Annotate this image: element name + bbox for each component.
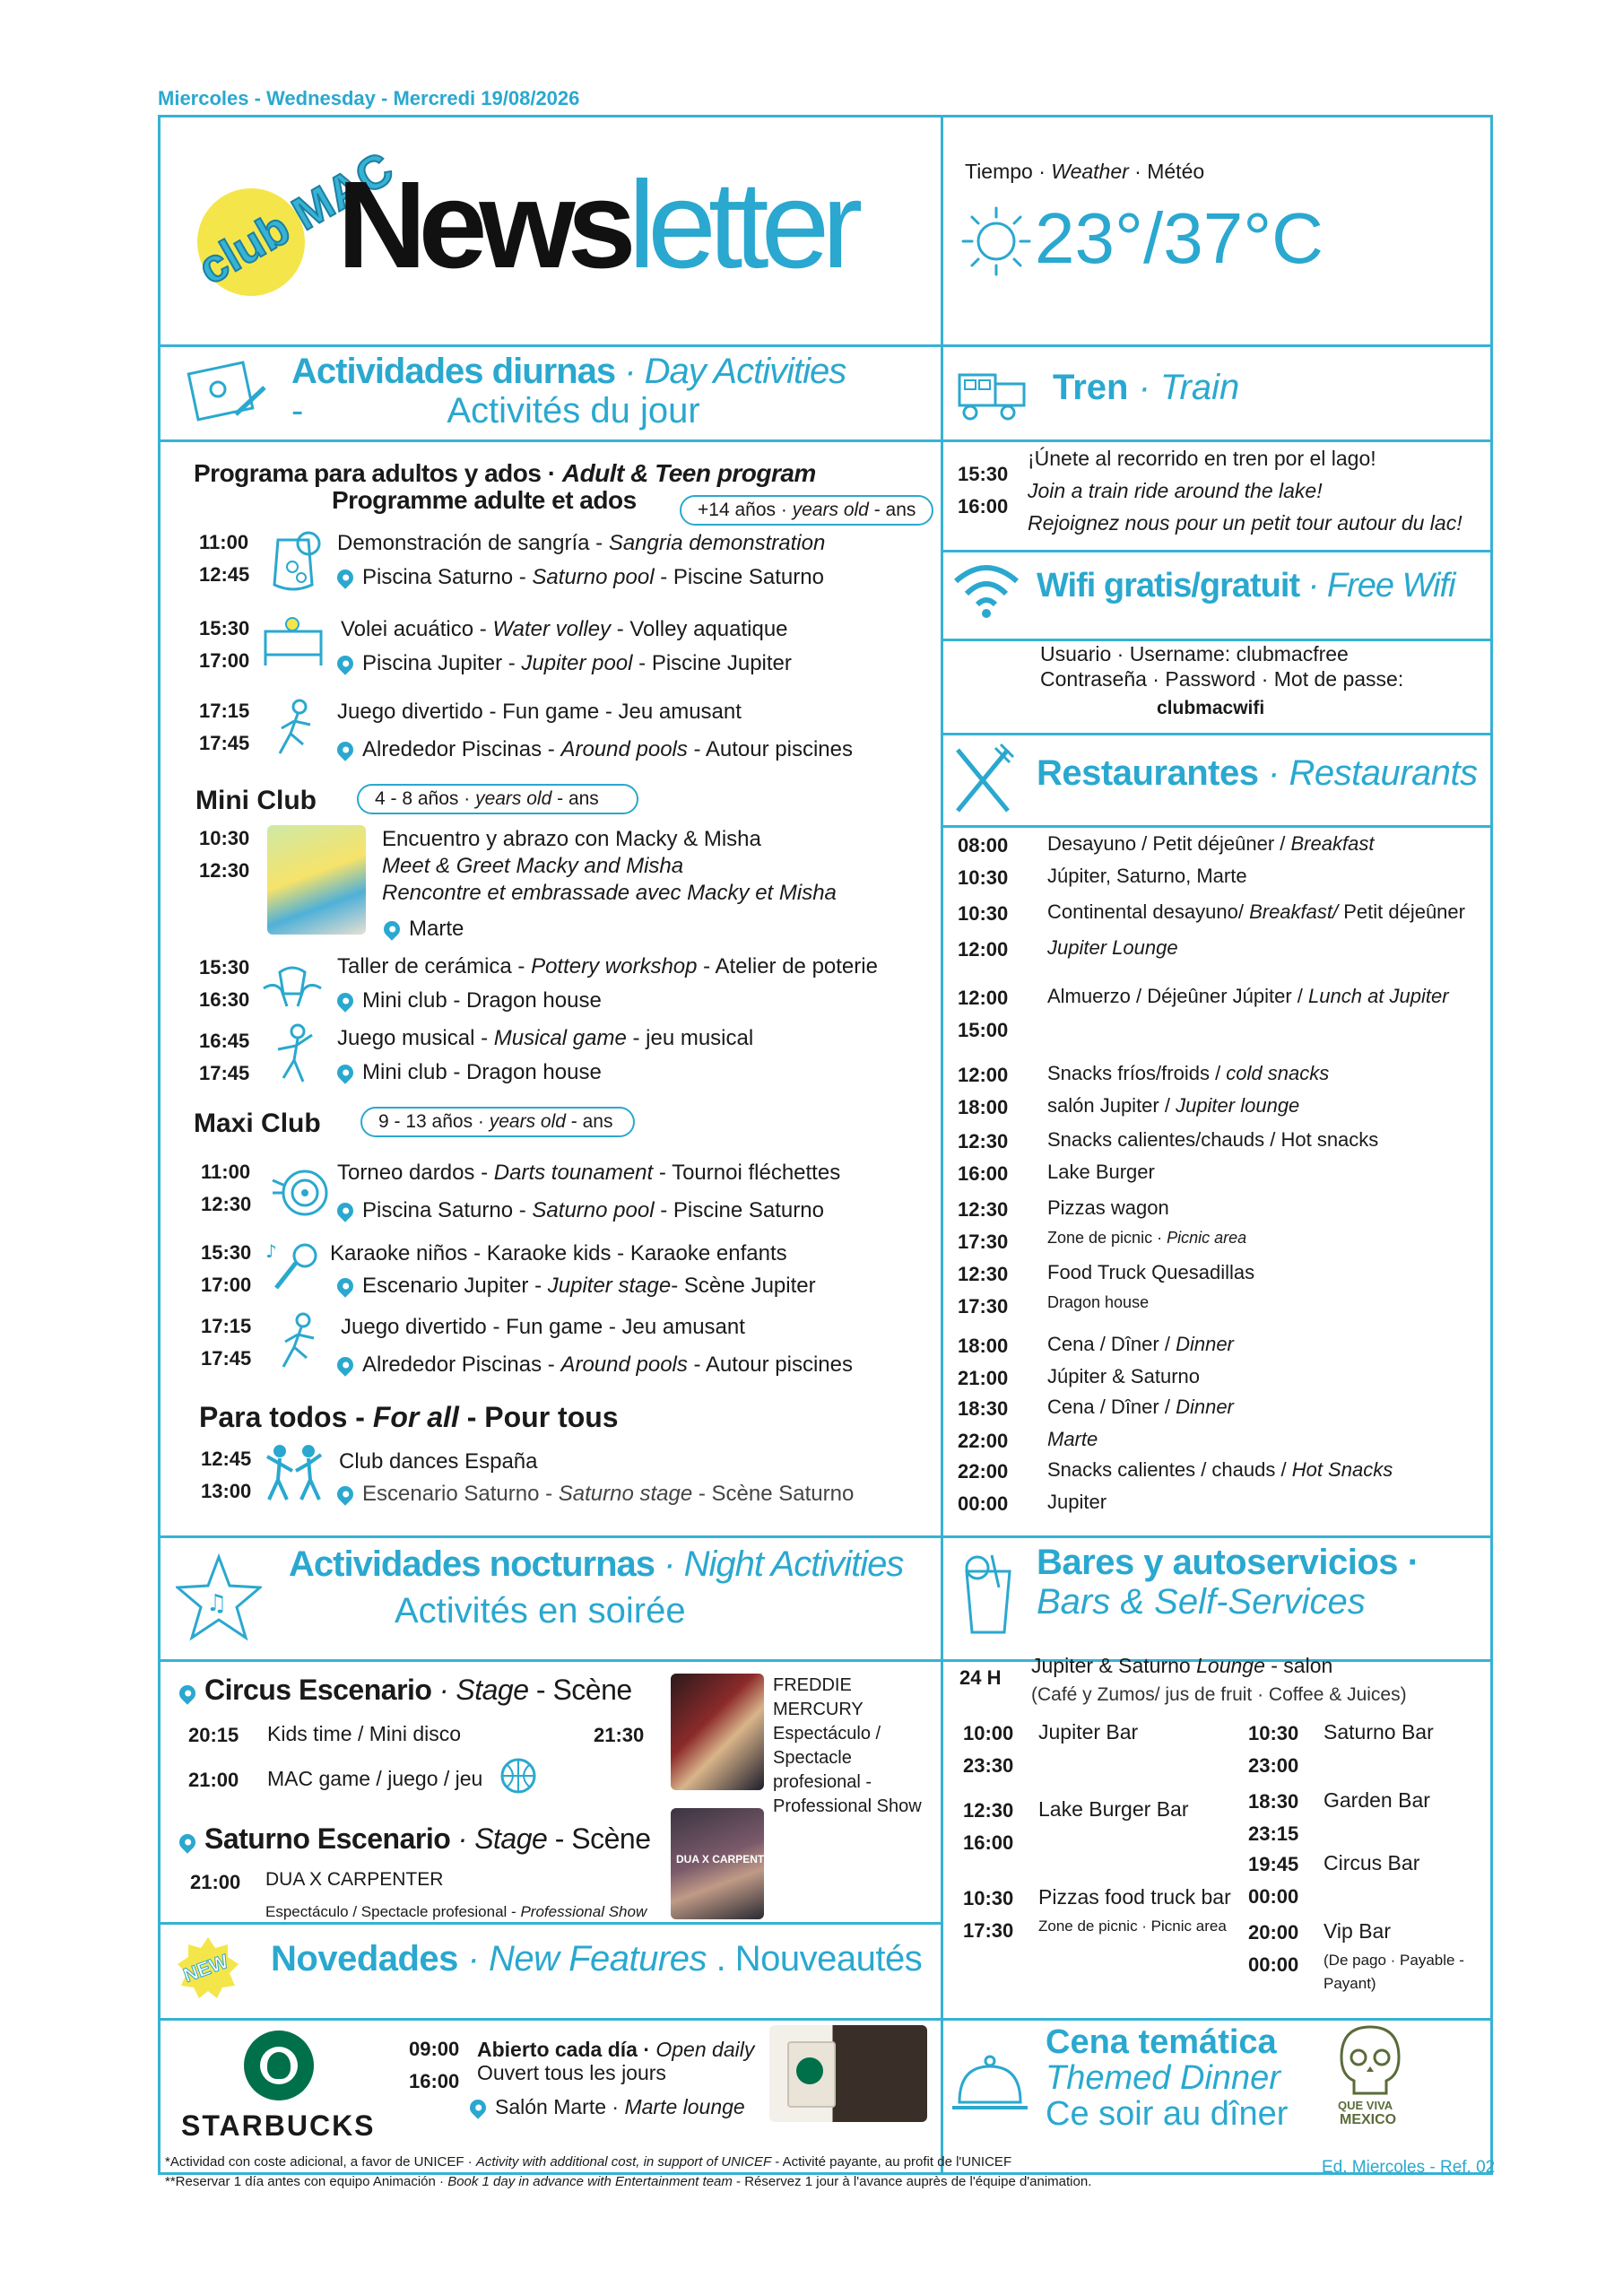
train-line-en: Join a train ride around the lake! (1028, 479, 1323, 502)
bar-right-2-name: Garden Bar (1324, 1788, 1430, 1812)
adult-2-name: Volei acuático - Water volley - Volley aquatique (341, 617, 788, 641)
location-pin-icon (334, 738, 356, 761)
mini-3-name: Juego musical - Musical game - jeu musical (337, 1026, 754, 1050)
night-title: Actividades nocturnas · Night Activities (289, 1544, 904, 1584)
circus-1-time: 20:15 (188, 1724, 239, 1746)
mini-2-start: 15:30 (199, 956, 250, 978)
mini-age-pill: 4 - 8 años · years old - ans (357, 784, 638, 814)
bars-title: Bares y autoservicios · (1037, 1543, 1419, 1582)
starbucks-close: 16:00 (409, 2070, 460, 2092)
for-all-title: Para todos - For all - Pour tous (199, 1401, 619, 1433)
maxi-3-name: Juego divertido - Fun game - Jeu amusant (341, 1315, 745, 1339)
new-badge (176, 1935, 240, 2000)
themed-dinner-title: Cena temática (1046, 2023, 1277, 2061)
maxi-2-end: 17:00 (201, 1274, 252, 1296)
freddie-line-5: Professional Show (773, 1796, 922, 1816)
cocktail-glass-icon (956, 1552, 1020, 1638)
wifi-password-label: Contraseña · Password · Mot de passe: (1040, 667, 1404, 691)
train-line-es: ¡Únete al recorrido en tren por el lago! (1028, 447, 1376, 470)
restaurant-time-8: 18:00 (958, 1096, 1009, 1118)
restaurant-time-4: 12:00 (958, 938, 1009, 961)
header-divider (158, 344, 1493, 347)
freddie-line-1: FREDDIE MERCURY (773, 1675, 864, 1719)
night-top-divider (158, 1535, 1493, 1538)
mini-2-end: 16:30 (199, 988, 250, 1011)
sangria-pitcher-icon (265, 527, 326, 596)
edition-ref: Ed. Miercoles - Ref. 02 (1322, 2158, 1496, 2177)
night-subtitle: Activités en soirée (395, 1591, 686, 1631)
bar-left-3-name: Pizzas food truck bar (1038, 1885, 1231, 1909)
maxi-3-end: 17:45 (201, 1347, 252, 1370)
restaurant-text-9: Snacks calientes/chauds / Hot snacks (1047, 1128, 1379, 1151)
freddie-mercury-poster (671, 1674, 764, 1790)
mini-1-end: 12:30 (199, 859, 250, 882)
location-pin-icon (466, 2096, 489, 2118)
adult-1-end: 12:45 (199, 563, 250, 586)
title-letter: letter (628, 156, 855, 294)
news-title: Novedades · New Features . Nouveautés (271, 1939, 923, 1979)
restaurant-time-19: 22:00 (958, 1460, 1009, 1483)
location-pin-icon (334, 1274, 356, 1297)
weather-label: Tiempo · Weather · Météo (965, 160, 1205, 183)
restaurant-text-11: Pizzas wagon (1047, 1196, 1169, 1219)
bar-right-3-end: 00:00 (1248, 1885, 1299, 1908)
location-pin-icon (334, 566, 356, 588)
title-news: News (337, 156, 629, 294)
day-activities-subtitle: - Activités du jour (291, 391, 700, 430)
wifi-username: Usuario · Username: clubmacfree (1040, 642, 1349, 665)
dua-poster-text: DUA X CARPENTER (676, 1853, 779, 1866)
adult-3-name: Juego divertido - Fun game - Jeu amusant (337, 700, 742, 724)
restaurant-time-3: 10:30 (958, 902, 1009, 925)
freddie-line-2: Espectáculo / (773, 1724, 881, 1744)
starbucks-open: 09:00 (409, 2038, 460, 2060)
saturno-show-sub: Espectáculo / Spectacle profesional - Professional Show (265, 1903, 647, 1920)
bar-left-3-start: 10:30 (963, 1887, 1014, 1909)
macky-misha-photo (267, 825, 366, 935)
restaurants-head-divider (941, 825, 1493, 828)
location-pin-icon (334, 1483, 356, 1505)
train-start: 15:30 (958, 463, 1009, 485)
restaurant-text-4: Jupiter Lounge (1047, 936, 1178, 959)
adult-1-name: Demonstración de sangría - Sangria demonstration (337, 531, 826, 555)
starbucks-hours-fr: Ouvert tous les jours (477, 2061, 666, 2084)
new-badge-text: NEW (180, 1950, 231, 1987)
maxi-1-location: Piscina Saturno - Saturno pool - Piscine Saturno (337, 1198, 824, 1223)
for-all-location: Escenario Saturno - Saturno stage - Scène Saturno (337, 1482, 854, 1507)
maxi-3-location: Alrededor Piscinas - Around pools - Autour piscines (337, 1352, 853, 1378)
restaurant-time-12: 17:30 (958, 1231, 1009, 1253)
train-title: Tren · Train (1053, 368, 1240, 407)
bar-right-1-end: 23:00 (1248, 1754, 1299, 1777)
location-pin-icon (334, 1353, 356, 1376)
adult-2-start: 15:30 (199, 617, 250, 639)
footnote-2: **Reservar 1 día antes con equipo Animación · Book 1 day in advance with Entertainment team - Réservez 1 jour à l'avance auprès de l'équipe d'animation. (165, 2174, 1092, 2189)
freddie-info (773, 1674, 943, 1819)
bar-left-3-end: 17:30 (963, 1919, 1014, 1942)
mini-3-start: 16:45 (199, 1030, 250, 1052)
train-head-divider (941, 439, 1493, 442)
footnote-1: *Actividad con coste adicional, a favor de UNICEF · Activity with additional cost, in support of UNICEF - Activité payante, au profit de l'UNICEF (165, 2154, 1012, 2170)
restaurant-time-15: 18:00 (958, 1335, 1009, 1357)
svg-text:♫: ♫ (206, 1590, 228, 1617)
restaurant-text-15: Cena / Dîner / Dinner (1047, 1333, 1234, 1355)
bar-right-2-end: 23:15 (1248, 1822, 1299, 1845)
dancing-people-icon (262, 1440, 326, 1505)
adult-1-location: Piscina Saturno - Saturno pool - Piscine Saturno (337, 565, 824, 590)
star-music-icon (176, 1552, 262, 1645)
bottom-row-divider (158, 2018, 1493, 2021)
wifi-top-divider (941, 550, 1493, 552)
restaurant-time-11: 12:30 (958, 1198, 1009, 1221)
maxi-age-pill: 9 - 13 años · years old - ans (360, 1107, 635, 1137)
mini-2-name: Taller de cerámica - Pottery workshop - Atelier de poterie (337, 954, 878, 978)
restaurants-top-divider (941, 733, 1493, 735)
maxi-3-start: 17:15 (201, 1315, 252, 1337)
bar-left-3-note: Zone de picnic · Picnic area (1038, 1918, 1227, 1935)
mini-1-line1: Encuentro y abrazo con Macky & Misha (382, 827, 761, 851)
volleyball-net-icon (260, 617, 326, 665)
adult-program-title: Programa para adultos y ados · Adult & Teen program (194, 459, 816, 487)
location-pin-icon (176, 1682, 198, 1704)
mini-1-location: Marte (384, 917, 464, 942)
restaurant-text-17: Cena / Dîner / Dinner (1047, 1396, 1234, 1418)
wifi-head-divider (941, 639, 1493, 641)
restaurant-time-6: 15:00 (958, 1019, 1009, 1041)
restaurant-text-18: Marte (1047, 1428, 1098, 1450)
newsletter-title (337, 154, 855, 297)
bar-right-2-start: 18:30 (1248, 1790, 1299, 1813)
maxi-2-name: Karaoke niños - Karaoke kids - Karaoke enfants (330, 1241, 787, 1265)
restaurant-time-16: 21:00 (958, 1367, 1009, 1389)
bar-left-2-end: 16:00 (963, 1831, 1014, 1854)
circus-2-name: MAC game / juego / jeu (267, 1767, 483, 1790)
starbucks-wordmark: STARBUCKS (181, 2109, 376, 2142)
restaurant-time-9: 12:30 (958, 1130, 1009, 1152)
maxi-2-location: Escenario Jupiter - Jupiter stage- Scène Jupiter (337, 1274, 816, 1299)
bar-right-4-note2: Payant) (1324, 1975, 1376, 1992)
restaurant-text-16: Júpiter & Saturno (1047, 1365, 1200, 1387)
bottom-column-divider (941, 2018, 943, 2175)
themed-dinner-fr: Ce soir au dîner (1046, 2095, 1289, 2133)
mini-3-location: Mini club - Dragon house (337, 1060, 602, 1085)
bar-left-1-start: 10:00 (963, 1722, 1014, 1744)
wifi-title: Wifi gratis/gratuit · Free Wifi (1037, 567, 1455, 604)
circus-stage-title: Circus Escenario · Stage - Scène (179, 1674, 632, 1707)
restaurant-text-8: salón Jupiter / Jupiter lounge (1047, 1094, 1300, 1117)
for-all-end: 13:00 (201, 1480, 252, 1502)
svg-text:♪: ♪ (265, 1240, 277, 1262)
maxi-club-title: Maxi Club (194, 1109, 321, 1138)
for-all-name: Club dances España (339, 1449, 538, 1474)
adult-3-start: 17:15 (199, 700, 250, 722)
train-end: 16:00 (958, 495, 1009, 517)
location-pin-icon (334, 1199, 356, 1222)
bar-right-4-start: 20:00 (1248, 1921, 1299, 1944)
restaurant-text-14: Dragon house (1047, 1293, 1150, 1311)
restaurant-text-19: Snacks calientes / chauds / Hot Snacks (1047, 1458, 1393, 1481)
sun-icon (959, 204, 1033, 278)
dancing-figure-icon (267, 1022, 325, 1087)
maxi-2-start: 15:30 (201, 1241, 252, 1264)
restaurant-time-18: 22:00 (958, 1430, 1009, 1452)
running-figure-icon-2 (267, 1311, 325, 1372)
mini-1-line2: Meet & Greet Macky and Misha (382, 854, 684, 878)
day-head-divider (158, 439, 942, 442)
maxi-1-start: 11:00 (201, 1161, 251, 1183)
bar-right-3-name: Circus Bar (1324, 1851, 1420, 1874)
bars-24h: 24 H (959, 1666, 1002, 1689)
restaurant-text-20: Jupiter (1047, 1491, 1107, 1513)
starbucks-hours-line: Abierto cada día · Open daily (477, 2038, 755, 2061)
bar-left-2-start: 12:30 (963, 1799, 1014, 1822)
bars-24h-note: (Café y Zumos/ jus de fruit · Coffee & Juices) (1031, 1684, 1407, 1705)
dartboard-icon (271, 1162, 330, 1222)
maxi-1-end: 12:30 (201, 1193, 252, 1215)
circus-1-time2: 21:30 (594, 1724, 645, 1746)
adult-3-location: Alrededor Piscinas - Around pools - Autour piscines (337, 737, 853, 762)
wifi-password: clubmacwifi (1157, 698, 1265, 718)
bars-subtitle: Bars & Self-Services (1037, 1582, 1366, 1622)
globe-game-icon (491, 1754, 542, 1799)
location-pin-icon (334, 1061, 356, 1083)
restaurant-text-10: Lake Burger (1047, 1161, 1155, 1183)
running-figure-icon (264, 698, 321, 759)
mini-1-start: 10:30 (199, 827, 250, 849)
restaurant-time-2: 10:30 (958, 866, 1009, 889)
restaurant-text-1: Desayuno / Petit déjeûner / Breakfast (1047, 832, 1375, 855)
bars-24h-name: Jupiter & Saturno Lounge - salon (1031, 1654, 1333, 1677)
themed-dinner-en: Themed Dinner (1046, 2059, 1280, 2097)
pottery-hands-icon (260, 954, 325, 1010)
day-activities-title: Actividades diurnas · Day Activities (291, 352, 846, 391)
location-pin-icon (176, 1831, 198, 1853)
bar-right-1-name: Saturno Bar (1324, 1720, 1434, 1744)
logo-text: club MAC (189, 142, 403, 296)
bar-right-4-note: (De pago · Payable - (1324, 1952, 1464, 1969)
train-icon (954, 362, 1029, 422)
saturno-stage-title: Saturno Escenario · Stage - Scène (179, 1822, 650, 1856)
drawing-icon (182, 352, 272, 430)
starbucks-location: Salón Marte · Marte lounge (470, 2095, 745, 2119)
restaurant-text-7: Snacks fríos/froids / cold snacks (1047, 1062, 1330, 1084)
fork-knife-icon (947, 739, 1019, 818)
microphone-icon (264, 1238, 325, 1295)
badge-line-2: MEXICO (1340, 2112, 1397, 2127)
bar-right-1-start: 10:30 (1248, 1722, 1299, 1744)
circus-1-name: Kids time / Mini disco (267, 1722, 462, 1745)
restaurant-time-13: 12:30 (958, 1263, 1009, 1285)
bar-right-4-end: 00:00 (1248, 1953, 1299, 1976)
restaurant-time-1: 08:00 (958, 834, 1009, 857)
restaurant-text-12: Zone de picnic · Picnic area (1047, 1229, 1247, 1247)
badge-line-1: QUE VIVA (1338, 2099, 1393, 2112)
restaurant-time-20: 00:00 (958, 1492, 1009, 1515)
adult-program-title-fr: Programme adulte et ados (332, 486, 637, 514)
saturno-time: 21:00 (190, 1871, 241, 1893)
dua-carpenter-poster (671, 1808, 779, 1919)
train-line-fr: Rejoignez nous pour un petit tour autour du lac! (1028, 511, 1462, 535)
restaurant-time-10: 16:00 (958, 1162, 1009, 1185)
restaurant-text-5: Almuerzo / Déjeûner Júpiter / Lunch at Jupiter (1047, 985, 1449, 1007)
freddie-line-4: profesional - (773, 1772, 872, 1792)
mini-3-end: 17:45 (199, 1062, 250, 1084)
restaurants-title: Restaurantes · Restaurants (1037, 753, 1478, 793)
saturno-show: DUA X CARPENTER (265, 1869, 444, 1890)
location-pin-icon (380, 918, 403, 940)
freddie-line-3: Spectacle (773, 1748, 852, 1768)
circus-2-time: 21:00 (188, 1769, 239, 1791)
wifi-icon (950, 560, 1022, 619)
bar-left-1-name: Jupiter Bar (1038, 1720, 1139, 1744)
adult-3-end: 17:45 (199, 732, 250, 754)
bar-right-3-start: 19:45 (1248, 1853, 1299, 1875)
mini-2-location: Mini club - Dragon house (337, 988, 602, 1013)
location-pin-icon (334, 652, 356, 674)
bar-left-1-end: 23:30 (963, 1754, 1014, 1777)
bar-left-2-name: Lake Burger Bar (1038, 1797, 1189, 1821)
adult-1-start: 11:00 (199, 531, 249, 553)
mini-club-title: Mini Club (195, 786, 317, 815)
maxi-1-name: Torneo dardos - Darts tounament - Tournoi fléchettes (337, 1161, 841, 1185)
bar-right-4-name: Vip Bar (1324, 1919, 1392, 1943)
restaurant-time-17: 18:30 (958, 1397, 1009, 1420)
skull-mexico-badge (1334, 2022, 1406, 2129)
restaurant-time-14: 17:30 (958, 1295, 1009, 1318)
date-line: Miercoles - Wednesday - Mercredi 19/08/2026 (158, 87, 580, 109)
club-mac-logo (179, 142, 403, 305)
restaurant-text-3: Continental desayuno/ Breakfast/ Petit déjeûner (1047, 900, 1465, 923)
temperature: 23°/37°C (1035, 198, 1324, 278)
news-top-divider (158, 1922, 942, 1925)
cloche-icon (950, 2054, 1029, 2118)
restaurant-text-13: Food Truck Quesadillas (1047, 1261, 1255, 1283)
for-all-start: 12:45 (201, 1448, 252, 1470)
restaurant-text-2: Júpiter, Saturno, Marte (1047, 865, 1247, 887)
restaurant-time-7: 12:00 (958, 1064, 1009, 1086)
restaurant-time-5: 12:00 (958, 987, 1009, 1009)
mini-1-line3: Rencontre et embrassade avec Macky et Misha (382, 881, 837, 905)
adult-age-pill: +14 años · years old - ans (680, 495, 933, 526)
adult-2-location: Piscina Jupiter - Jupiter pool - Piscine Jupiter (337, 651, 792, 676)
starbucks-logo (244, 2031, 314, 2100)
starbucks-store-photo (769, 2025, 927, 2122)
adult-2-end: 17:00 (199, 649, 250, 672)
location-pin-icon (334, 989, 356, 1012)
